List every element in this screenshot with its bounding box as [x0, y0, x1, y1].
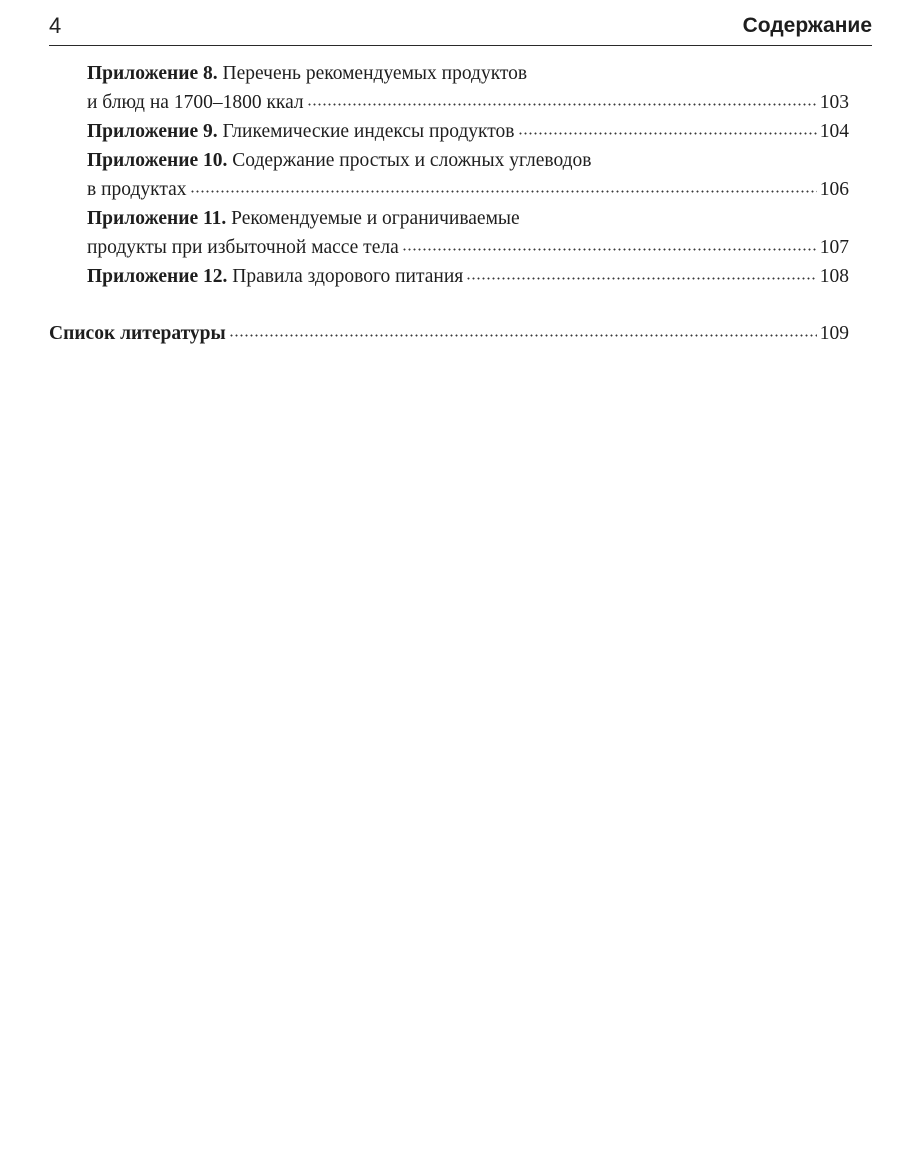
dot-leader: [229, 321, 817, 341]
toc-entry-references[interactable]: [49, 319, 849, 348]
toc-entry-lead: Приложение 9.: [87, 121, 218, 142]
toc-entry-last-line: [87, 88, 849, 117]
toc-entry-appendix-12[interactable]: [87, 262, 849, 291]
toc-entry-lead: Приложение 8.: [87, 63, 218, 84]
dot-leader: [307, 90, 817, 110]
toc-entry-lead: Приложение 12.: [87, 266, 228, 287]
dot-leader: [466, 264, 816, 284]
toc-entry-title: Гликемические индексы продуктов: [222, 121, 515, 142]
dot-leader: [190, 177, 817, 197]
toc-entry-first-line: [87, 204, 849, 233]
toc-entry-page: 106: [819, 179, 849, 200]
toc-entry-title: Рекомендуемые и ограничиваемые: [231, 208, 520, 229]
toc-entry-title-cont: и блюд на 1700–1800 ккал: [87, 92, 304, 113]
toc-entry-title: Список литературы: [49, 323, 226, 344]
toc-entry-appendix-10[interactable]: [87, 146, 849, 204]
toc-entry-title: Содержание простых и сложных углеводов: [232, 150, 592, 171]
toc-entry-first-line: [87, 146, 849, 175]
toc-entry-title: Перечень рекомендуемых продуктов: [222, 63, 528, 84]
toc-entry-title-cont: продукты при избыточной массе тела: [87, 237, 399, 258]
toc-entry-appendix-8[interactable]: [87, 59, 849, 117]
toc-entry-appendix-11[interactable]: [87, 204, 849, 262]
toc-entry-page: 108: [819, 266, 849, 287]
running-head: Содержание: [742, 14, 872, 37]
toc-entry-page: 103: [819, 92, 849, 113]
toc-entry-first-line: [87, 59, 849, 88]
toc-entry-last-line: [87, 175, 849, 204]
toc-entry-page: 107: [819, 237, 849, 258]
toc-entry-appendix-9[interactable]: [87, 117, 849, 146]
toc-entry-lead: Приложение 10.: [87, 150, 228, 171]
toc-entry-last-line: [87, 117, 849, 146]
toc-entry-page: 109: [819, 323, 849, 344]
header-rule: [49, 45, 872, 46]
toc-entry-last-line: [87, 233, 849, 262]
toc-entry-title-cont: в продуктах: [87, 179, 187, 200]
toc-entry-lead: Приложение 11.: [87, 208, 227, 229]
dot-leader: [402, 235, 817, 255]
toc-entry-last-line: [49, 319, 849, 348]
toc-entry-last-line: [87, 262, 849, 291]
toc-entry-title: Правила здорового питания: [232, 266, 464, 287]
dot-leader: [518, 119, 817, 139]
toc-entry-page: 104: [819, 121, 849, 142]
page-number: 4: [49, 13, 62, 38]
